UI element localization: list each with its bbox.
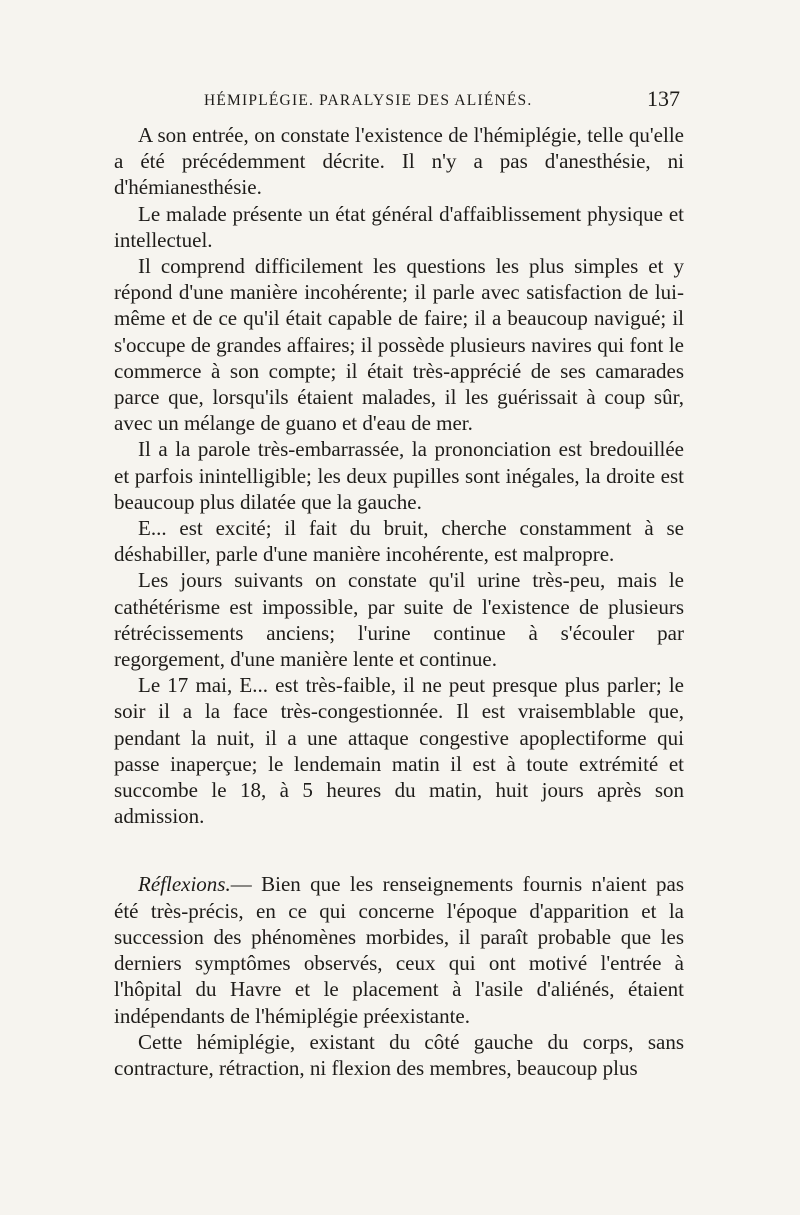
page-header: [114, 86, 684, 120]
reflexions-text: — Bien que les renseignements fournis n'aient pas été très-précis, en ce qui concerne l'époque d'apparition et la succession des phénomènes morbides, il paraît probable que les derniers symptômes observés, ceux qui ont motivé l'entrée à l'hôpital du Havre et le placement à l'asile d'aliénés, étaient indépendants de l'hémiplégie préexistante.: [114, 872, 684, 1028]
paragraph: Il comprend difficilement les questions les plus simples et y répond d'une manière incohérente; il parle avec satisfaction de lui-même et de ce qu'il était capable de faire; il a beaucoup navigué; il s'occupe de grandes affaires; il possède plusieurs navires qui font le commerce à son compte; il était très-apprécié de ses camarades parce que, lorsqu'ils étaient malades, il les guérissait à coup sûr, avec un mélange de guano et d'eau de mer.: [114, 254, 684, 436]
paragraph: Cette hémiplégie, existant du côté gauche du corps, sans contracture, rétraction, ni flexion des membres, beaucoup plus: [114, 1029, 684, 1080]
paragraph: Le malade présente un état général d'affaiblissement physique et intellectuel.: [114, 201, 684, 252]
page-body: [114, 122, 684, 1081]
paragraph: Il a la parole très-embarrassée, la prononciation est bredouillée et parfois inintelligible; les deux pupilles sont inégales, la droite est beaucoup plus dilatée que la gauche.: [114, 437, 684, 514]
section-break: [114, 829, 684, 871]
paragraph: E... est excité; il fait du bruit, cherche constamment à se déshabiller, parle d'une manière incohérente, est malpropre.: [114, 516, 684, 567]
paragraph: A son entrée, on constate l'existence de l'hémiplégie, telle qu'elle a été précédemment décrite. Il n'y a pas d'anesthésie, ni d'hémianesthésie.: [114, 123, 684, 200]
running-title: HÉMIPLÉGIE. PARALYSIE DES ALIÉNÉS.: [204, 92, 533, 109]
reflexions-paragraph: [114, 871, 684, 1028]
page-number: 137: [647, 86, 680, 111]
paragraph: Le 17 mai, E... est très-faible, il ne peut presque plus parler; le soir il a la face très-congestionnée. Il est vraisemblable que, pendant la nuit, il a une attaque congestive apoplectiforme qui passe inaperçue; le lendemain matin il est à toute extrémité et succombe le 18, à 5 heures du matin, huit jours après son admission.: [114, 673, 684, 829]
reflexions-label: Réflexions.: [138, 872, 231, 897]
paragraph: Les jours suivants on constate qu'il urine très-peu, mais le cathétérisme est impossible, par suite de l'existence de plusieurs rétrécissements anciens; l'urine continue à s'écouler par regorgement, d'une manière lente et continue.: [114, 568, 684, 672]
